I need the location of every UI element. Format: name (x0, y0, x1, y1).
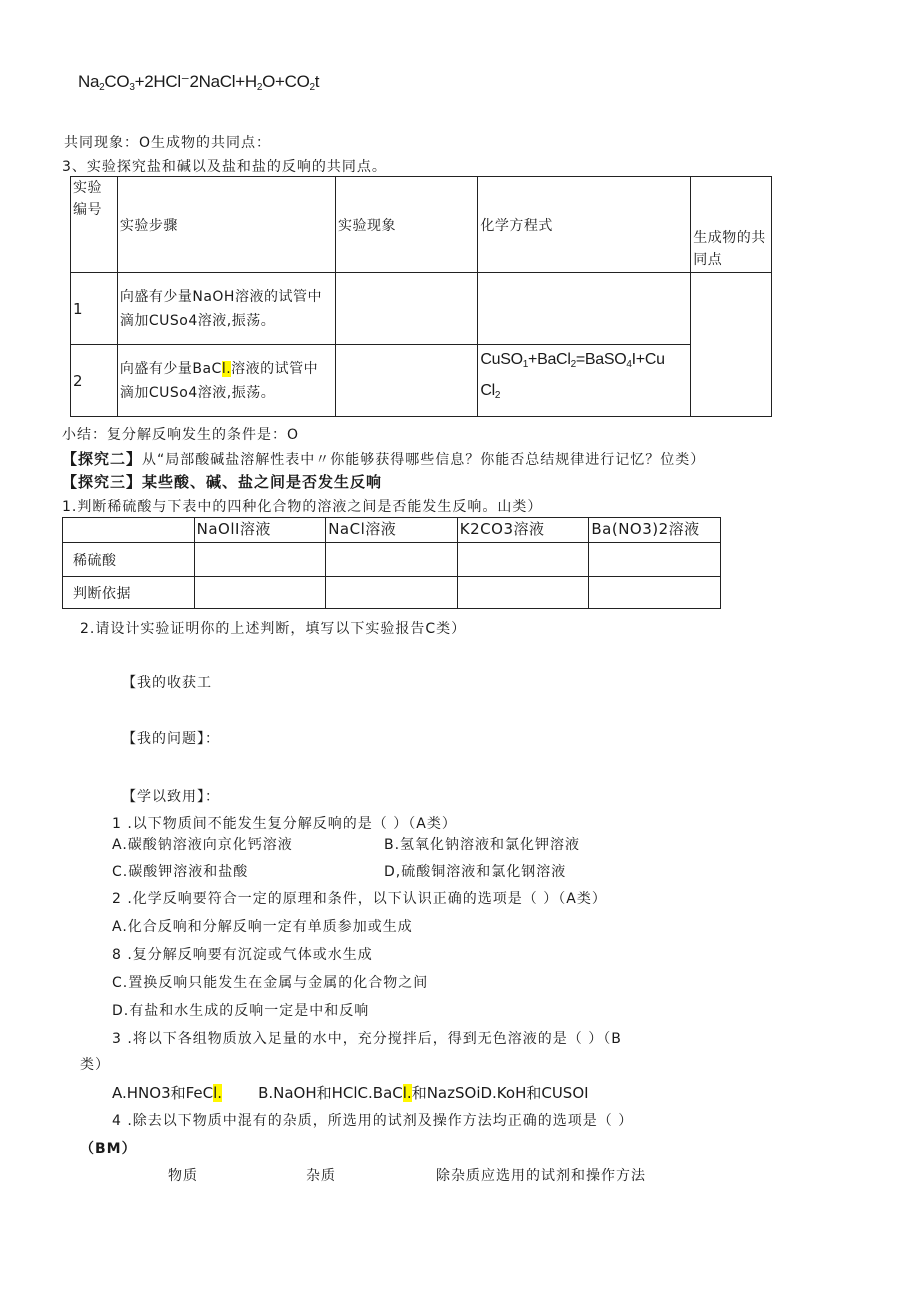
mc3-option-a: A.HNO3和FeC (112, 1084, 214, 1102)
mc3-options (112, 1082, 589, 1103)
col-naoh: NaOlI溶液 (194, 518, 326, 543)
header-phenomenon: 实验现象 (336, 177, 478, 273)
explore2 (62, 448, 705, 469)
my-harvest: 【我的收获工 (122, 675, 212, 691)
eq-part: I+Cu (631, 351, 665, 368)
eq-part: Cl (480, 382, 495, 399)
explore2-text: 从“局部酸碱盐溶解性表中〃你能够获得哪些信息？你能否总结规律进行记忆？位类） (142, 452, 706, 468)
eq-sub: 2 (309, 82, 315, 93)
summary: 小结：复分解反响发生的条件是：O (62, 427, 300, 443)
eq-sub: 2 (256, 82, 263, 93)
text: 溶液的试管中 (231, 360, 319, 377)
apply-section: 【学以致用】： (122, 789, 220, 805)
cell (194, 577, 326, 609)
eq-sub: 2 (99, 82, 105, 93)
mc4-stem: 4 .除去以下物质中混有的杂质，所选用的试剂及操作方法均正确的选项是（ ） (112, 1113, 634, 1129)
text: 向盛有少量BaC (119, 360, 222, 377)
eq-part: Na (78, 72, 100, 91)
mc1-option-a: A.碳酸钠溶液向京化钙溶液 (112, 837, 293, 853)
mc2-stem: 2 .化学反响要符合一定的原理和条件，以下认识正确的选项是（ ）（A类） (112, 891, 607, 907)
highlight: l. (213, 1084, 223, 1102)
row2-phenomenon (336, 345, 478, 417)
row1-step-line: 向盛有少量NaOH溶液的试管中 (119, 288, 322, 305)
eq-part: CO (104, 72, 130, 91)
row-basis: 判断依据 (63, 577, 195, 609)
cell (457, 577, 589, 609)
mc2-option-d: D.有盐和水生成的反响一定是中和反响 (112, 1003, 370, 1019)
mc3-stem: 3 .将以下各组物质放入足量的水中，充分搅拌后，得到无色溶液的是（ ）（B (112, 1031, 622, 1047)
row2-step-line: 滴加CUSo4溶液,振荡。 (119, 384, 276, 401)
header-common: 生成物的共 同点 (691, 177, 772, 273)
highlight: l. (402, 1084, 412, 1102)
row1-equation (478, 273, 691, 345)
reaction-judge-table (62, 517, 721, 609)
mc4-col-substance: 物质 (168, 1168, 198, 1184)
explore3-tag: 【探究三】 (62, 473, 143, 491)
explore3 (62, 471, 382, 492)
my-questions: 【我的问题】： (122, 731, 220, 747)
eq-part: O+CO (262, 72, 310, 91)
top-equation (78, 72, 319, 93)
eq-part: CuSO (480, 351, 523, 368)
col-nacl: NaCl溶液 (326, 518, 458, 543)
mc1-stem: 1 .以下物质间不能发生复分解反响的是（ ）（A类） (112, 816, 457, 832)
explore2-tag: 【探究二】 (62, 450, 143, 468)
eq-part: +BaCl (528, 351, 571, 368)
row1-steps (117, 273, 335, 345)
eq-part: +2HCl⁻2NaCl+H (134, 72, 257, 91)
cell (194, 543, 326, 577)
header-equation: 化学方程式 (478, 177, 691, 273)
mc4-col-method: 除杂质应选用的试剂和操作方法 (436, 1168, 646, 1184)
eq-part: t (314, 72, 320, 91)
common-cell (691, 273, 772, 417)
section3-title: 3、实验探究盐和碱以及盐和盐的反响的共同点。 (62, 159, 387, 175)
cell (326, 543, 458, 577)
highlight: l. (221, 360, 232, 377)
cell (457, 543, 589, 577)
row1-phenomenon (336, 273, 478, 345)
row2-num: 2 (71, 345, 118, 417)
col-bano3: Ba(NO3)2溶液 (589, 518, 721, 543)
mc4-col-impurity: 杂质 (306, 1168, 336, 1184)
mc1-option-c: C.碳酸钾溶液和盐酸 (112, 864, 249, 880)
row2-equation (478, 345, 691, 417)
row2-steps (117, 345, 335, 417)
mc1-option-b: B.氢氧化钠溶液和氯化钾溶液 (384, 837, 581, 853)
experiment-table (70, 176, 772, 417)
explore3-text: 某些酸、碱、盐之间是否发生反响 (142, 473, 383, 491)
row1-num: 1 (71, 273, 118, 345)
row2-step-line (120, 357, 333, 381)
row1-step-line: 滴加CUSo4溶液,振荡。 (119, 312, 276, 329)
cell (326, 577, 458, 609)
header-steps: 实验步骤 (117, 177, 335, 273)
question1: 1.判断稀硫酸与下表中的四种化合物的溶液之间是否能发生反响。山类） (62, 499, 543, 515)
row-h2so4: 稀硫酸 (63, 543, 195, 577)
col-k2co3: K2CO3溶液 (457, 518, 589, 543)
mc2-option-b: 8 .复分解反响要有沉淀或气体或水生成 (112, 947, 373, 963)
eq-sub: 2 (570, 359, 576, 370)
mc2-option-c: C.置换反响只能发生在金属与金属的化合物之间 (112, 975, 429, 991)
question2: 2.请设计实验证明你的上述判断，填写以下实验报告C类） (80, 621, 467, 637)
mc2-option-a: A.化合反响和分解反响一定有单质参加或生成 (112, 919, 413, 935)
mc3-option-b: B.NaOH和HClC.BaC (258, 1084, 403, 1102)
eq-sub: 2 (494, 390, 501, 401)
mc1-option-d: D,硫酸铜溶液和氯化钢溶液 (384, 864, 567, 880)
cell (589, 577, 721, 609)
mc3-option-rest: 和NazSOiD.KoH和CUSOI (411, 1084, 589, 1102)
common-phenomenon: 共同现象：O生成物的共同点： (64, 135, 272, 151)
eq-part: =BaSO (575, 351, 627, 368)
corner-cell (63, 518, 195, 543)
header-num: 实验 编号 (71, 177, 118, 273)
eq-sub: 4 (626, 359, 632, 370)
eq-sub: 1 (522, 359, 529, 370)
mc4-tag: （BM） (80, 1141, 137, 1157)
cell (589, 543, 721, 577)
mc3-stem-cont: 类） (80, 1057, 110, 1073)
eq-sub: 3 (129, 82, 135, 93)
